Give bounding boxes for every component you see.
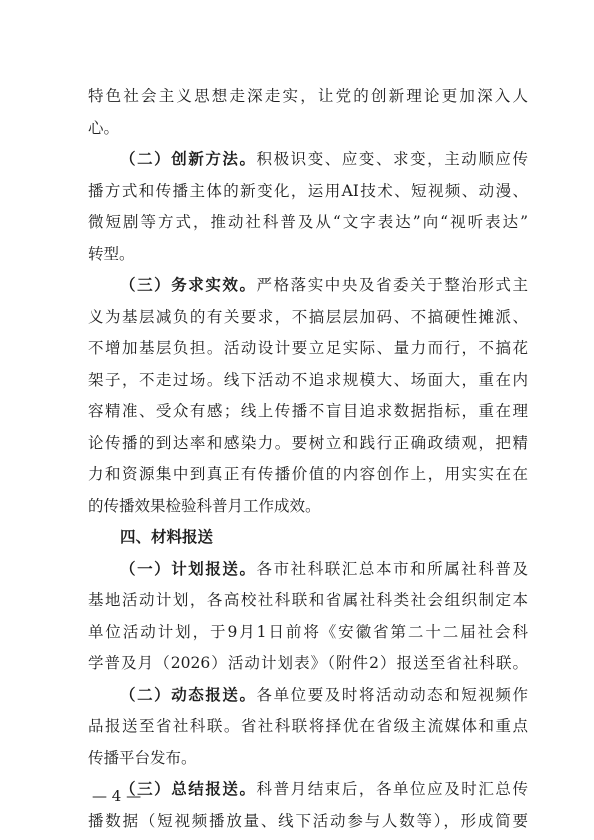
body-line-6	[88, 238, 528, 270]
line-text: 转型。	[88, 245, 135, 263]
body-line-19	[88, 647, 528, 679]
body-line-9	[88, 332, 528, 364]
line-text: 特色社会主义思想走深走实，让党的创新理论更加深入人	[88, 87, 528, 105]
body-line-5	[88, 206, 528, 238]
section-summary-submission	[120, 773, 528, 805]
body-line-24	[88, 805, 528, 837]
line-text: 科普月结束后，各单位应及时汇总传	[256, 780, 528, 798]
line-text: 严格落实中央及省委关于整治形式主	[256, 276, 528, 294]
body-line-13	[88, 458, 528, 490]
subheading-seek-results: （三）务求实效。	[120, 275, 257, 294]
line-text: 论传播的到达率和感染力。要树立和践行正确政绩观，把精	[88, 434, 528, 452]
line-text: 微短剧等方式，推动社科普及从“文字表达”向“视听表达”	[88, 213, 528, 231]
page-number: — 4 —	[92, 787, 142, 805]
line-text: 播方式和传播主体的新变化，运用AI技术、短视频、动漫、	[88, 182, 528, 200]
line-text: 单位活动计划，于9月1日前将《安徽省第二十二届社会科	[88, 623, 528, 641]
body-line-18	[88, 616, 528, 648]
body-line-1	[88, 80, 528, 112]
body-line-21	[88, 710, 528, 742]
subheading-dynamic-submission: （二）动态报送。	[120, 685, 257, 704]
line-text: 积极识变、应变、求变，主动顺应传	[256, 150, 528, 168]
line-text: 各单位要及时将活动动态和短视频作	[256, 686, 528, 704]
line-text: 学普及月（2026）活动计划表》（附件2）报送至省社科联。	[88, 654, 528, 672]
section-heading-material-submission: 四、材料报送	[120, 528, 214, 546]
body-line-2	[88, 112, 528, 144]
line-text: 基地活动计划，各高校社科联和省属社科类社会组织制定本	[88, 591, 528, 609]
section-plan-submission	[120, 553, 528, 585]
subheading-summary-submission: （三）总结报送。	[120, 779, 257, 798]
line-text: 传播平台发布。	[88, 749, 197, 767]
subheading-innovate-method: （二）创新方法。	[120, 149, 257, 168]
section-seek-results	[120, 269, 528, 301]
body-line-11	[88, 395, 528, 427]
body-line-10	[88, 364, 528, 396]
line-text: 架子，不走过场。线下活动不追求规模大、场面大，重在内	[88, 371, 528, 389]
line-text: 各市社科联汇总本市和所属社科普及	[256, 560, 528, 578]
line-text: 的传播效果检验科普月工作成效。	[88, 497, 321, 515]
line-text: 义为基层减负的有关要求，不搞层层加码、不搞硬性摊派、	[88, 308, 528, 326]
body-line-4	[88, 175, 528, 207]
body-line-14	[88, 490, 528, 522]
subheading-plan-submission: （一）计划报送。	[120, 559, 257, 578]
line-text: 容精准、受众有感；线上传播不盲目追求数据指标，重在理	[88, 402, 528, 420]
section-innovate-method	[120, 143, 528, 175]
line-text: 不增加基层负担。活动设计要立足实际、量力而行，不搞花	[88, 339, 528, 357]
body-line-8	[88, 301, 528, 333]
line-text: 播数据（短视频播放量、线下活动参与人数等），形成简要	[88, 812, 528, 830]
body-line-17	[88, 584, 528, 616]
line-text: 力和资源集中到真正有传播价值的内容创作上，用实实在在	[88, 465, 528, 483]
body-line-12	[88, 427, 528, 459]
body-line-22	[88, 742, 528, 774]
line-text: 品报送至省社科联。省社科联将择优在省级主流媒体和重点	[88, 717, 528, 735]
section-dynamic-submission	[120, 679, 528, 711]
line-text: 心。	[88, 119, 120, 137]
